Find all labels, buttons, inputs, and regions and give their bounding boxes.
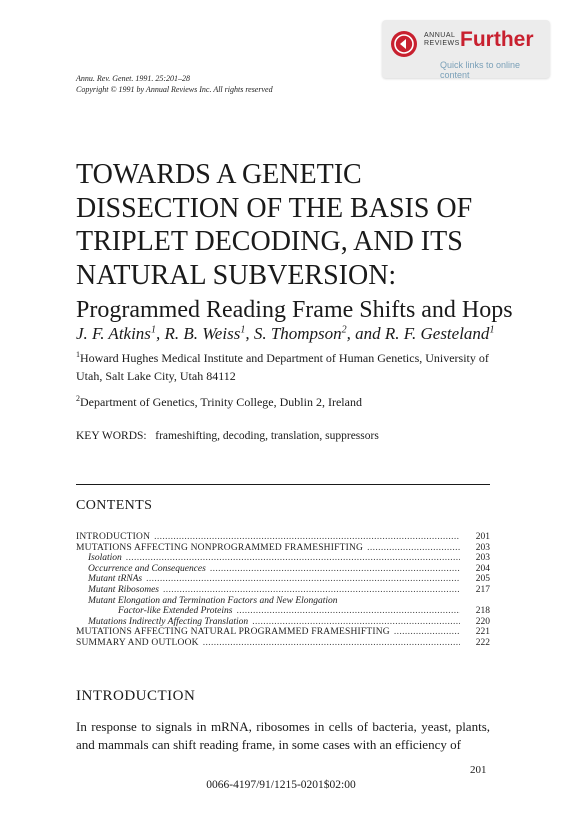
affiliation xyxy=(76,346,506,385)
article-title-main: TOWARDS A GENETIC DISSECTION OF THE BASIS OF TRIPLET DECODING, AND ITS NATURAL SUBVERSION: xyxy=(76,159,473,291)
keywords-text: frameshifting, decoding, translation, suppressors xyxy=(155,430,379,442)
toc-entry-page: 204 xyxy=(475,563,490,574)
contents-heading: CONTENTS xyxy=(76,498,153,513)
toc-entry[interactable] xyxy=(76,543,490,554)
toc-entry-page: 205 xyxy=(475,574,490,585)
toc-entry-title: Occurrence and Consequences xyxy=(88,563,206,574)
toc-entry[interactable] xyxy=(76,553,490,564)
annual-reviews-label: ANNUAL REVIEWS xyxy=(424,32,460,47)
toc-entry-page: 203 xyxy=(475,553,490,564)
article-subtitle: Programmed Reading Frame Shifts and Hops xyxy=(76,297,513,323)
toc-entry[interactable] xyxy=(76,564,490,575)
annual-reviews-further-link[interactable] xyxy=(382,20,550,78)
table-of-contents xyxy=(76,532,490,649)
section-divider xyxy=(76,484,490,485)
toc-entry-title: Mutations Indirectly Affecting Translation xyxy=(88,616,249,627)
body-paragraph: In response to signals in mRNA, ribosomes in cells of bacteria, yeast, plants, and mammals can shift reading frame, in some cases with an efficiency of xyxy=(76,719,490,752)
article-title xyxy=(76,158,516,328)
toc-entry[interactable] xyxy=(76,638,490,649)
toc-entry-page: 217 xyxy=(475,584,490,595)
keywords-label: KEY WORDS: xyxy=(76,430,147,442)
toc-entry-title: Mutant Elongation and Termination Factors and New Elongation xyxy=(88,595,338,606)
author-affiliation-mark: 1 xyxy=(240,324,246,336)
author-name: S. Thompson xyxy=(253,324,342,343)
toc-entry-title: SUMMARY AND OUTLOOK xyxy=(76,637,199,648)
keywords xyxy=(76,430,379,442)
toc-entry-title: MUTATIONS AFFECTING NONPROGRAMMED FRAMESHIFTING xyxy=(76,542,364,553)
toc-entry[interactable] xyxy=(76,596,490,607)
affiliation xyxy=(76,390,506,411)
toc-entry[interactable] xyxy=(76,532,490,543)
toc-entry-page: 221 xyxy=(475,627,490,638)
copyright-line: Copyright © 1991 by Annual Reviews Inc. All rights reserved xyxy=(76,85,273,94)
toc-entry-page: 218 xyxy=(475,606,490,617)
page-number: 201 xyxy=(470,764,487,776)
author-affiliation-mark: 1 xyxy=(150,324,156,336)
toc-entry-title: Factor-like Extended Proteins xyxy=(118,606,233,617)
toc-entry[interactable] xyxy=(76,574,490,585)
toc-entry-title: Isolation xyxy=(88,553,122,564)
toc-entry-title: Mutant Ribosomes xyxy=(88,584,159,595)
toc-entry[interactable] xyxy=(76,585,490,596)
toc-entry[interactable] xyxy=(76,606,490,617)
toc-entry-title: MUTATIONS AFFECTING NATURAL PROGRAMMED FRAMESHIFTING xyxy=(76,627,390,638)
further-subtitle: Quick links to online content xyxy=(440,60,521,80)
toc-entry[interactable] xyxy=(76,627,490,638)
journal-citation: Annu. Rev. Genet. 1991. 25:201–28 xyxy=(76,74,191,83)
toc-entry-page: 220 xyxy=(475,616,490,627)
affiliation-mark: 1 xyxy=(76,350,80,359)
toc-entry-page: 222 xyxy=(475,637,490,648)
author-affiliation-mark: 1 xyxy=(489,324,495,336)
introduction-heading: INTRODUCTION xyxy=(76,688,196,704)
toc-entry-page: 201 xyxy=(475,532,490,542)
toc-entry-page: 203 xyxy=(475,542,490,553)
author-name: R. B. Weiss xyxy=(164,324,241,343)
author-list: J. F. Atkins$^1$, R. B. Weiss$^1$, S. Thompson$^2$, and R. F. Gesteland$^1$ xyxy=(76,324,495,343)
play-back-icon xyxy=(391,31,417,57)
issn-code: 0066-4197/91/1215-0201$02:00 xyxy=(206,779,356,791)
further-label: Further xyxy=(460,28,534,51)
author-affiliation-mark: 2 xyxy=(341,324,347,336)
toc-entry[interactable] xyxy=(76,617,490,628)
author-conjunction: and xyxy=(355,324,381,343)
author-name: R. F. Gesteland xyxy=(384,324,490,343)
author-name: J. F. Atkins xyxy=(76,324,151,343)
affiliation-text: Department of Genetics, Trinity College, Dublin 2, Ireland xyxy=(80,395,362,409)
affiliation-text: Howard Hughes Medical Institute and Department of Human Genetics, University of Utah, Salt Lake City, Utah 84112 xyxy=(76,351,489,383)
affiliation-mark: 2 xyxy=(76,394,80,403)
toc-entry-title: INTRODUCTION xyxy=(76,532,151,542)
toc-entry-title: Mutant tRNAs xyxy=(88,574,143,585)
